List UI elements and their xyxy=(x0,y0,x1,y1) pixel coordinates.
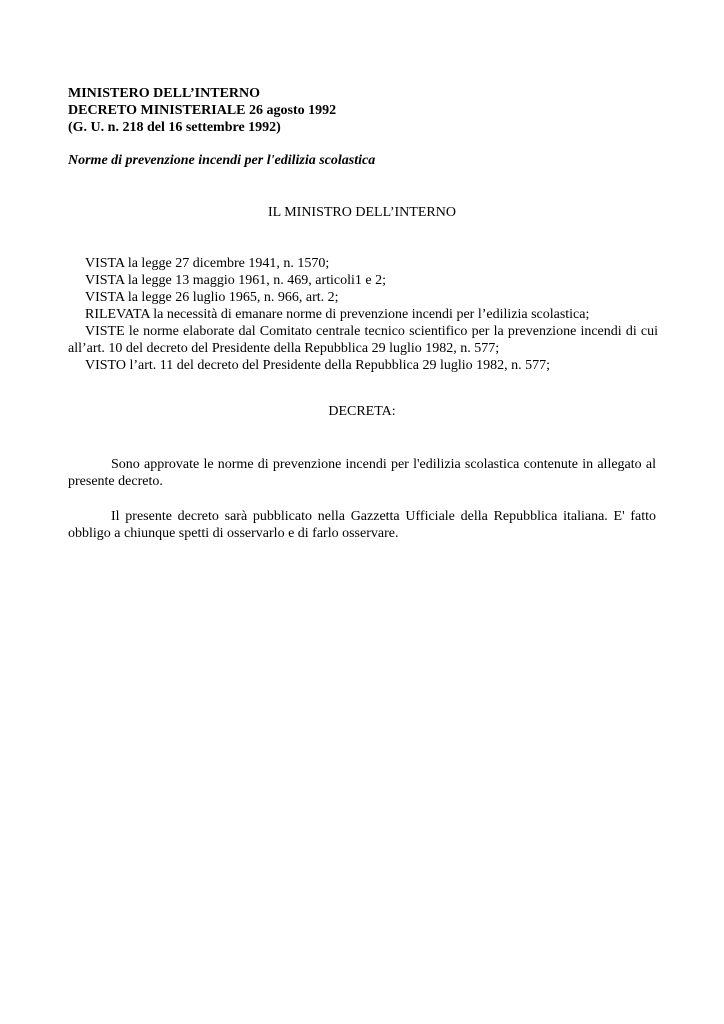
body-paragraph: Il presente decreto sarà pubblicato nella Gazzetta Ufficiale della Repubblica italiana. E' fatto obbligo a chiunque spetti di osservarlo e di farlo osservare. xyxy=(68,509,656,541)
body-paragraph: Sono approvate le norme di prevenzione incendi per l'edilizia scolastica contenute in allegato al presente decreto. xyxy=(68,457,656,489)
preamble-item: VISTA la legge 27 dicembre 1941, n. 1570; xyxy=(85,256,330,271)
preamble-item: VISTO l’art. 11 del decreto del Presidente della Repubblica 29 luglio 1982, n. 577; xyxy=(85,358,551,373)
preamble-item: RILEVATA la necessità di emanare norme di prevenzione incendi per l’edilizia scolastica; xyxy=(85,307,590,322)
decreta-heading: DECRETA: xyxy=(328,404,396,419)
preamble-item: VISTA la legge 13 maggio 1961, n. 469, articoli1 e 2; xyxy=(85,273,386,288)
document-subtitle: Norme di prevenzione incendi per l'edilizia scolastica xyxy=(68,153,376,168)
decree-title: DECRETO MINISTERIALE 26 agosto 1992 xyxy=(68,103,337,118)
minister-heading: IL MINISTRO DELL’INTERNO xyxy=(268,205,456,220)
preamble-item: VISTE le norme elaborate dal Comitato centrale tecnico scientifico per la prevenzione incendi di cui all’art. 10 del decreto del Presidente della Repubblica 29 luglio 1982, n. 577; xyxy=(68,324,658,356)
gazette-reference: (G. U. n. 218 del 16 settembre 1992) xyxy=(68,120,281,135)
ministry-name: MINISTERO DELL’INTERNO xyxy=(68,86,261,101)
preamble-item: VISTA la legge 26 luglio 1965, n. 966, art. 2; xyxy=(85,290,339,305)
preamble xyxy=(68,255,658,374)
document-header xyxy=(68,85,336,136)
